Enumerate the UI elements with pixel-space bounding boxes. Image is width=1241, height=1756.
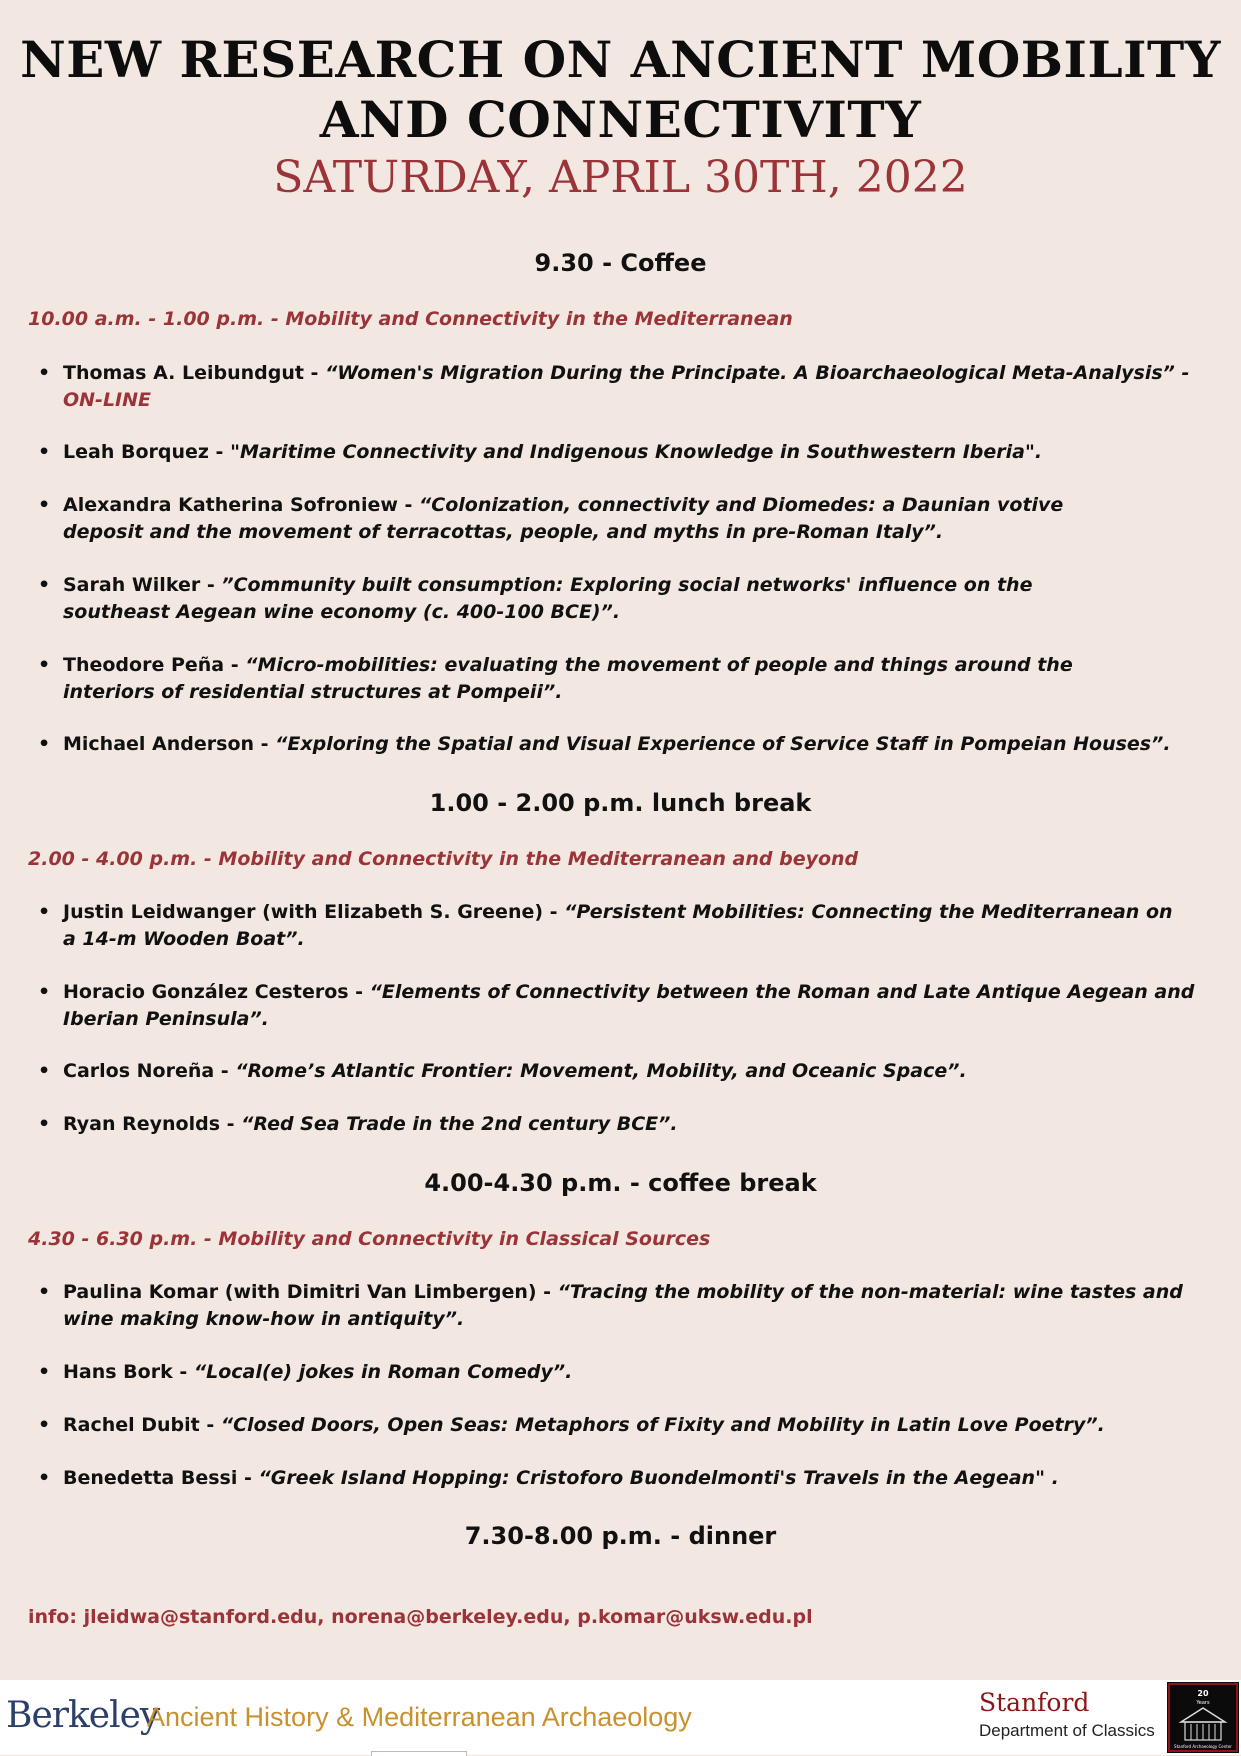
bullet-icon: • — [38, 1060, 51, 1082]
talk-title-cont: a 14-m Wooden Boat”. — [63, 928, 305, 950]
bullet-icon: • — [38, 654, 51, 676]
talk-title: ”Community built consumption: Exploring social networks' influence on the — [221, 574, 1033, 596]
bullet-icon: • — [38, 574, 51, 596]
department-name: Department of Classics — [979, 1721, 1155, 1740]
bullet-icon: • — [38, 1113, 51, 1135]
talk-title: “Greek Island Hopping: Cristoforo Buondelmonti's Travels in the Aegean" . — [258, 1467, 1059, 1489]
berkeley-logo: Berkeley — [6, 1695, 160, 1736]
speaker-name: Theodore Peña - — [63, 654, 246, 676]
online-note: ON-LINE — [63, 389, 151, 411]
footer-logos — [0, 1680, 1241, 1755]
talk-title: “Local(e) jokes in Roman Comedy”. — [193, 1361, 573, 1383]
coffee-break-heading: 4.00-4.30 p.m. - coffee break — [424, 1169, 817, 1197]
speaker-name: Sarah Wilker - — [63, 574, 222, 596]
session-3-heading: 4.30 - 6.30 p.m. - Mobility and Connectivity in Classical Sources — [28, 1228, 711, 1250]
talk-title: “Elements of Connectivity between the Roman and Late Antique Aegean and — [369, 981, 1195, 1003]
speaker-name: Horacio González Cesteros - — [63, 981, 370, 1003]
talk-title: “Micro-mobilities: evaluating the movement of people and things around the — [245, 654, 1073, 676]
speaker-name: Hans Bork - — [63, 1361, 194, 1383]
lunch-heading: 1.00 - 2.00 p.m. lunch break — [429, 789, 812, 817]
speaker-name: Benedetta Bessi - — [63, 1467, 259, 1489]
coffee-heading: 9.30 - Coffee — [534, 249, 707, 277]
talk-title: “Colonization, connectivity and Diomedes: a Daunian votive — [419, 494, 1064, 516]
talk-title-cont: Iberian Peninsula”. — [63, 1008, 269, 1030]
speaker-name: Ryan Reynolds - — [63, 1113, 242, 1135]
session-2-heading: 2.00 - 4.00 p.m. - Mobility and Connectivity in the Mediterranean and beyond — [28, 848, 859, 870]
svg-text:Stanford Archaeology Center: Stanford Archaeology Center — [1174, 1744, 1232, 1749]
speaker-name: Michael Anderson - — [63, 733, 276, 755]
bullet-icon: • — [38, 441, 51, 463]
svg-text:20: 20 — [1197, 1689, 1209, 1698]
program-name: Ancient History & Mediterranean Archaeology — [147, 1702, 692, 1732]
talk-title: “Rome’s Atlantic Frontier: Movement, Mobility, and Oceanic Space”. — [235, 1060, 967, 1082]
talk-title: “Closed Doors, Open Seas: Metaphors of Fixity and Mobility in Latin Love Poetry”. — [220, 1414, 1105, 1436]
talk-title: "Maritime Connectivity and Indigenous Knowledge in Southwestern Iberia". — [230, 441, 1043, 463]
bullet-icon: • — [38, 981, 51, 1003]
event-date: SATURDAY, APRIL 30TH, 2022 — [273, 152, 968, 203]
speaker-name: Justin Leidwanger (with Elizabeth S. Greene) - — [63, 901, 565, 923]
speaker-name: Paulina Komar (with Dimitri Van Limbergen) - — [63, 1281, 558, 1303]
speaker-name: Leah Borquez - — [63, 441, 231, 463]
bullet-icon: • — [38, 1281, 51, 1303]
talk-title: “Persistent Mobilities: Connecting the Mediterranean on — [564, 901, 1173, 923]
page-tab-edge — [371, 1751, 467, 1756]
contact-info[interactable]: info: jleidwa@stanford.edu, norena@berkeley.edu, p.komar@uksw.edu.pl — [28, 1606, 813, 1628]
bullet-icon: • — [38, 1361, 51, 1383]
talk-title: “Red Sea Trade in the 2nd century BCE”. — [241, 1113, 678, 1135]
speaker-name: Alexandra Katherina Sofroniew - — [63, 494, 420, 516]
bullet-icon: • — [38, 901, 51, 923]
dinner-heading: 7.30-8.00 p.m. - dinner — [464, 1522, 777, 1550]
talk-title-cont: deposit and the movement of terracottas, people, and myths in pre-Roman Italy”. — [63, 521, 944, 543]
talk-title-cont: interiors of residential structures at Pompeii”. — [63, 681, 563, 703]
title-line-1: NEW RESEARCH ON ANCIENT MOBILITY — [20, 30, 1221, 89]
talk-title-cont: wine making know-how in antiquity”. — [63, 1308, 465, 1330]
archaeology-center-logo-icon — [1167, 1682, 1239, 1753]
bullet-icon: • — [38, 733, 51, 755]
speaker-name: Carlos Noreña - — [63, 1060, 236, 1082]
talk-title: “Exploring the Spatial and Visual Experience of Service Staff in Pompeian Houses”. — [275, 733, 1171, 755]
bullet-icon: • — [38, 362, 51, 384]
bullet-icon: • — [38, 1414, 51, 1436]
talk-title: “Tracing the mobility of the non-material: wine tastes and — [557, 1281, 1183, 1303]
speaker-name: Thomas A. Leibundgut - — [63, 362, 326, 384]
title-line-2: AND CONNECTIVITY — [319, 90, 922, 149]
bullet-icon: • — [38, 1467, 51, 1489]
talk-title: “Women's Migration During the Principate. A Bioarchaeological Meta-Analysis” - — [325, 362, 1190, 384]
talk-title-cont: southeast Aegean wine economy (c. 400-100 BCE)”. — [63, 601, 621, 623]
bullet-icon: • — [38, 494, 51, 516]
svg-text:Years: Years — [1196, 1700, 1210, 1706]
speaker-name: Rachel Dubit - — [63, 1414, 221, 1436]
session-1-heading: 10.00 a.m. - 1.00 p.m. - Mobility and Connectivity in the Mediterranean — [28, 308, 793, 330]
stanford-logo: Stanford — [979, 1688, 1090, 1717]
